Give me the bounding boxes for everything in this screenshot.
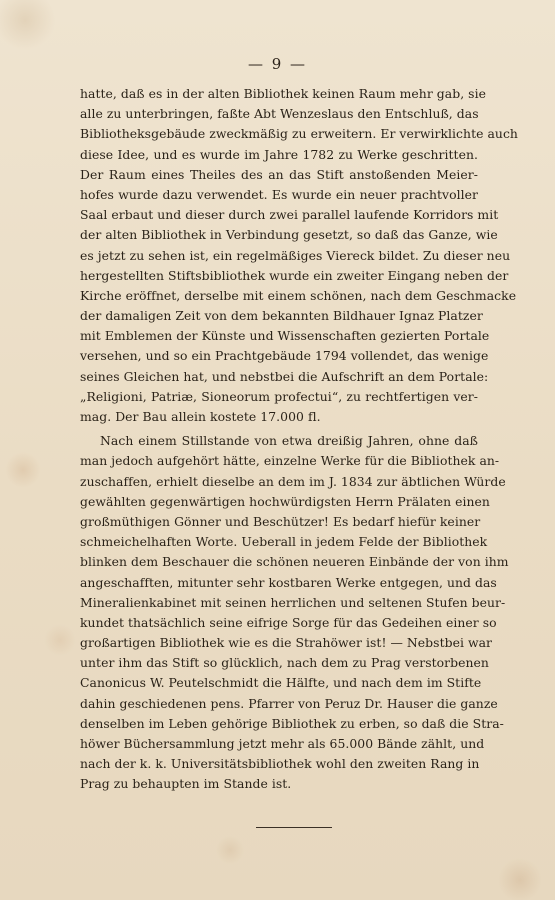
paragraph-2 (80, 431, 509, 794)
text-line: der alten Bibliothek in Verbindung gesetzt, so daß das Ganze, wie (80, 227, 498, 243)
text-line: der damaligen Zeit von dem bekannten Bildhauer Ignaz Platzer (80, 308, 483, 324)
text-line: Nach einem Stillstande von etwa dreißig Jahren, ohne daß (100, 433, 478, 449)
text-line: man jedoch aufgehört hätte, einzelne Werke für die Bibliothek an- (80, 453, 500, 469)
text-line: versehen, und so ein Prachtgebäude 1794 vollendet, das wenige (80, 348, 489, 364)
text-line: Bibliotheksgebäude zweckmäßig zu erweitern. Er verwirklichte auch (80, 126, 518, 142)
page-number: — 9 — (247, 55, 308, 73)
text-line: Der Raum eines Theiles des an das Stift anstoßenden Meier- (80, 166, 478, 182)
text-line: alle zu unterbringen, faßte Abt Wenzeslaus den Entschluß, das (80, 106, 479, 122)
text-line: nach der k. k. Universitätsbibliothek wohl den zweiten Rang in (80, 756, 480, 772)
text-line: zuschaffen, erhielt dieselbe an dem im J. 1834 zur äbtlichen Würde (80, 473, 506, 489)
text-line: Mineralienkabinet mit seinen herrlichen und seltenen Stufen beur- (80, 594, 506, 610)
paragraph-1 (80, 84, 518, 427)
text-line: denselben im Leben gehörige Bibliothek zu erben, so daß die Stra- (80, 715, 504, 731)
text-line: großmüthigen Gönner und Beschützer! Es bedarf hiefür keiner (80, 513, 481, 529)
text-line: unter ihm das Stift so glücklich, nach dem zu Prag verstorbenen (80, 655, 489, 671)
text-line: Kirche eröffnet, derselbe mit einem schönen, nach dem Geschmacke (80, 287, 517, 303)
text-line: hofes wurde dazu verwendet. Es wurde ein neuer prachtvoller (80, 186, 478, 202)
text-line: seines Gleichen hat, und nebstbei die Aufschrift an dem Portale: (80, 368, 489, 384)
text-line: gewählten gegenwärtigen hochwürdigsten Herrn Prälaten einen (80, 493, 490, 509)
text-line: diese Idee, und es wurde im Jahre 1782 zu Werke geschritten. (80, 146, 478, 162)
text-line: höwer Büchersammlung jetzt mehr als 65.000 Bände zählt, und (80, 736, 485, 751)
closing-rule (256, 827, 332, 828)
text-line: dahin geschiedenen pens. Pfarrer von Peruz Dr. Hauser die ganze (80, 695, 498, 711)
text-line: großartigen Bibliothek wie es die Strahöwer ist! — Nebstbei war (80, 635, 493, 651)
body-text (80, 84, 518, 795)
text-line: „Religioni, Patriæ, Sioneorum profectui“, zu rechtfertigen ver- (80, 388, 478, 404)
text-line: hergestellten Stiftsbibliothek wurde ein zweiter Eingang neben der (80, 267, 509, 283)
text-line: schmeichelhaften Worte. Ueberall in jedem Felde der Bibliothek (80, 534, 488, 550)
text-line: kundet thatsächlich seine eifrige Sorge für das Gedeihen einer so (80, 614, 497, 630)
text-line: blinken dem Beschauer die schönen neueren Einbände der von ihm (80, 554, 509, 570)
text-line: Saal erbaut und dieser durch zwei parallel laufende Korridors mit (80, 207, 499, 223)
text-line: mit Emblemen der Künste und Wissenschaften gezierten Portale (80, 328, 490, 344)
text-line: Prag zu behaupten im Stande ist. (80, 776, 292, 792)
text-line: es jetzt zu sehen ist, ein regelmäßiges Viereck bildet. Zu dieser neu (80, 247, 511, 263)
text-line: mag. Der Bau allein kostete 17.000 fl. (80, 409, 321, 424)
text-line: Canonicus W. Peutelschmidt die Hälfte, und nach dem im Stifte (80, 675, 482, 691)
text-line: angeschafften, mitunter sehr kostbaren Werke entgegen, und das (80, 574, 497, 590)
text-line: hatte, daß es in der alten Bibliothek keinen Raum mehr gab, sie (80, 86, 486, 101)
